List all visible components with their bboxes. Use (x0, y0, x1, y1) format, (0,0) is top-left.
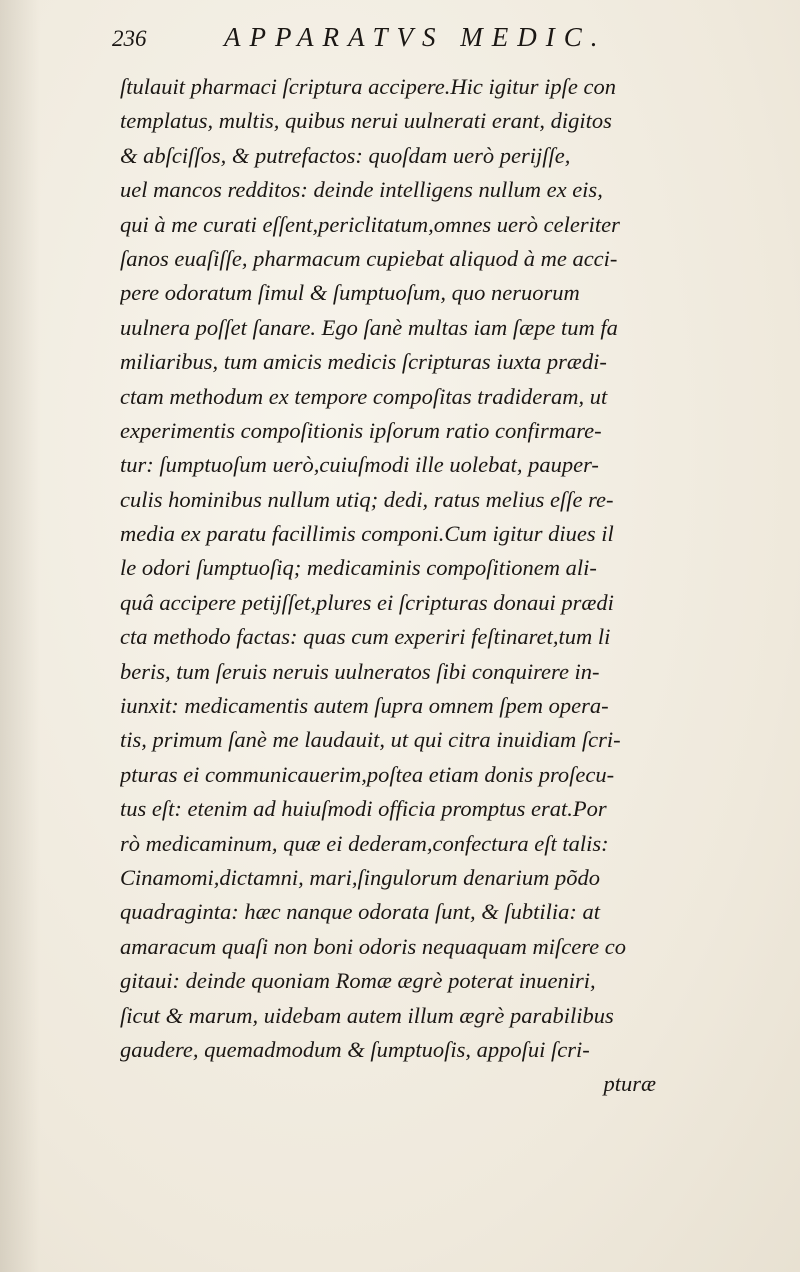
text-line: templatus, multis, quibus nerui uulnerati erant, digitos (120, 108, 612, 134)
text-line: pturas ei communicauerim,poſtea etiam donis proſecu- (120, 761, 615, 787)
text-line: quâ accipere petijſſet,plures ei ſcripturas donaui prædi (120, 589, 614, 615)
text-line: ſanos euaſiſſe, pharmacum cupiebat aliquod à me acci- (120, 245, 618, 271)
text-line: pere odoratum ſimul & ſumptuoſum, quo neruorum (120, 280, 580, 306)
text-line: rò medicaminum, quæ ei dederam,confectura eſt talis: (120, 830, 609, 856)
catchword: pturæ (603, 1071, 656, 1097)
text-line: beris, tum ſeruis neruis uulneratos ſibi conquirere in- (120, 658, 600, 684)
text-line: qui à me curati eſſent,periclitatum,omnes uerò celeriter (120, 211, 620, 237)
text-line: tis, primum ſanè me laudauit, ut qui citra inuidiam ſcri- (120, 727, 621, 753)
running-title: APPARATVS MEDIC. (224, 22, 607, 52)
text-line: uulnera poſſet ſanare. Ego ſanè multas iam ſæpe tum fa (120, 314, 618, 340)
text-line: cta methodo factas: quas cum experiri feſtinaret,tum li (120, 624, 611, 650)
text-line: uel mancos redditos: deinde intelligens nullum ex eis, (120, 177, 603, 203)
running-head (112, 22, 672, 62)
text-line: culis hominibus nullum utiq; dedi, ratus melius eſſe re- (120, 486, 614, 512)
text-line: le odori ſumptuoſiq; medicaminis compoſitionem ali- (120, 555, 597, 581)
text-line: gaudere, quemadmodum & ſumptuoſis, appoſui ſcri- (120, 1036, 590, 1062)
text-line: miliaribus, tum amicis medicis ſcripturas iuxta prædi- (120, 349, 607, 375)
text-line: amaracum quaſi non boni odoris nequaquam miſcere co (120, 933, 626, 959)
text-line: ſicut & marum, uidebam autem illum ægrè parabilibus (120, 1002, 614, 1028)
body-text (120, 70, 660, 1102)
text-line: experimentis compoſitionis ipſorum ratio confirmare- (120, 417, 602, 443)
text-line: iunxit: medicamentis autem ſupra omnem ſpem opera- (120, 693, 609, 719)
text-line: tur: ſumptuoſum uerò,cuiuſmodi ille uolebat, pauper- (120, 452, 599, 478)
text-line: media ex paratu facillimis componi.Cum igitur diues il (120, 521, 614, 547)
page-gutter-shadow (0, 0, 40, 1272)
text-line: quadraginta: hæc nanque odorata ſunt, & ſubtilia: at (120, 899, 600, 925)
text-line: Cinamomi,dictamni, mari,ſingulorum denarium põdo (120, 864, 601, 890)
text-line: ctam methodum ex tempore compoſitas tradideram, ut (120, 383, 608, 409)
text-line: & abſciſſos, & putrefactos: quoſdam uerò perijſſe, (120, 142, 571, 168)
text-line: tus eſt: etenim ad huiuſmodi officia promptus erat.Por (120, 796, 607, 822)
text-line: gitaui: deinde quoniam Romæ ægrè poterat inueniri, (120, 968, 596, 994)
text-line: ſtulauit pharmaci ſcriptura accipere.Hic igitur ipſe con (120, 74, 616, 99)
page-number: 236 (112, 26, 147, 51)
